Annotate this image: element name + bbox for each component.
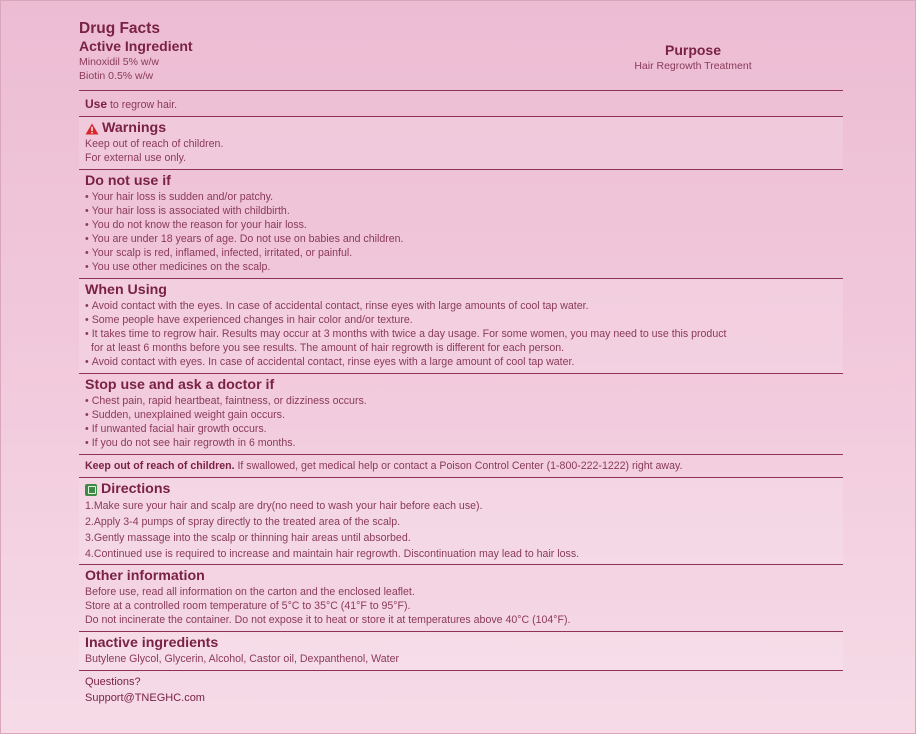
direction-step: 2.Apply 3-4 pumps of spray directly to the treated area of the scalp. — [85, 516, 401, 528]
other-info-heading: Other information — [85, 568, 205, 584]
directions-title: Directions — [101, 481, 171, 497]
warnings-title: Warnings — [102, 120, 167, 136]
stop-use-item: • Chest pain, rapid heartbeat, faintness, or dizziness occurs. — [85, 394, 837, 408]
active-ingredient-1: Minoxidil 5% w/w — [79, 56, 159, 68]
active-ingredient-2: Biotin 0.5% w/w — [79, 70, 154, 82]
stop-use-heading: Stop use and ask a doctor if — [85, 377, 275, 393]
when-using-item: • Avoid contact with the eyes. In case of accidental contact, rinse eyes with large amounts of cool tap water. — [85, 299, 837, 313]
directions-section — [79, 478, 843, 564]
support-email-link[interactable]: Support@TNEGHC.com — [85, 692, 205, 704]
drug-facts-panel — [79, 18, 843, 709]
purpose-heading: Purpose — [664, 42, 721, 58]
use-text: to regrow hair. — [107, 99, 178, 111]
do-not-use-section — [79, 170, 843, 278]
other-info-section — [79, 565, 843, 631]
do-not-use-item: • You are under 18 years of age. Do not use on babies and children. — [85, 232, 837, 246]
inactive-ingredients-text: Butylene Glycol, Glycerin, Alcohol, Castor oil, Dexpanthenol, Water — [85, 653, 400, 665]
when-using-item: • Avoid contact with eyes. In case of accidental contact, rinse eyes with a large amount of cool tap water. — [85, 355, 837, 369]
stop-use-item: • If unwanted facial hair growth occurs. — [85, 422, 837, 436]
other-info-line: Before use, read all information on the carton and the enclosed leaflet. — [85, 586, 415, 598]
drug-facts-header — [79, 20, 843, 90]
when-using-item: • Some people have experienced changes in hair color and/or texture. — [85, 313, 837, 327]
directions-heading — [85, 481, 837, 498]
drug-facts-title: Drug Facts — [79, 20, 160, 37]
stop-use-item: • Sudden, unexplained weight gain occurs. — [85, 408, 837, 422]
stop-use-item: • If you do not see hair regrowth in 6 months. — [85, 436, 837, 450]
keep-out-section — [79, 455, 843, 477]
do-not-use-item: • Your hair loss is sudden and/or patchy. — [85, 190, 837, 204]
warning-triangle-icon — [85, 123, 99, 135]
keep-out-text: If swallowed, get medical help or contact a Poison Control Center (1-800-222-1222) right away. — [234, 460, 683, 472]
other-info-line: Do not incinerate the container. Do not expose it to heat or store it at temperatures above 40°C (104°F). — [85, 614, 571, 626]
other-info-line: Store at a controlled room temperature of 5°C to 35°C (41°F to 95°F). — [85, 600, 411, 612]
warnings-line: For external use only. — [85, 152, 187, 164]
questions-section — [79, 671, 843, 709]
inactive-ingredients-section — [79, 632, 843, 670]
purpose-value: Hair Regrowth Treatment — [634, 60, 752, 72]
when-using-section — [79, 279, 843, 373]
stop-use-section — [79, 374, 843, 454]
active-ingredient-heading: Active Ingredient — [79, 38, 193, 54]
do-not-use-heading: Do not use if — [85, 173, 171, 189]
use-section — [79, 91, 843, 116]
do-not-use-item: • Your hair loss is associated with childbirth. — [85, 204, 837, 218]
when-using-item: • It takes time to regrow hair. Results may occur at 3 months with twice a day usage. For some women, you may need to use this product — [85, 327, 837, 341]
direction-step: 3.Gently massage into the scalp or thinning hair areas until absorbed. — [85, 532, 411, 544]
direction-step: 1.Make sure your hair and scalp are dry(no need to wash your hair before each use). — [85, 500, 483, 512]
warnings-heading — [85, 120, 837, 137]
purpose-block — [613, 42, 773, 73]
use-label: Use — [85, 97, 108, 111]
do-not-use-item: • Your scalp is red, inflamed, infected, irritated, or painful. — [85, 246, 837, 260]
warnings-section — [79, 117, 843, 169]
do-not-use-item: • You do not know the reason for your hair loss. — [85, 218, 837, 232]
when-using-heading: When Using — [85, 282, 167, 298]
questions-label: Questions? — [85, 676, 141, 688]
warnings-line: Keep out of reach of children. — [85, 138, 224, 150]
directions-icon — [85, 484, 97, 496]
keep-out-bold: Keep out of reach of children. — [85, 460, 235, 472]
do-not-use-item: • You use other medicines on the scalp. — [85, 260, 837, 274]
inactive-ingredients-heading: Inactive ingredients — [85, 635, 219, 651]
direction-step: 4.Continued use is required to increase and maintain hair regrowth. Discontinuation may lead to hair loss. — [85, 548, 580, 560]
when-using-item-continuation: for at least 6 months before you see results. The amount of hair regrowth is different for each person. — [91, 342, 565, 354]
